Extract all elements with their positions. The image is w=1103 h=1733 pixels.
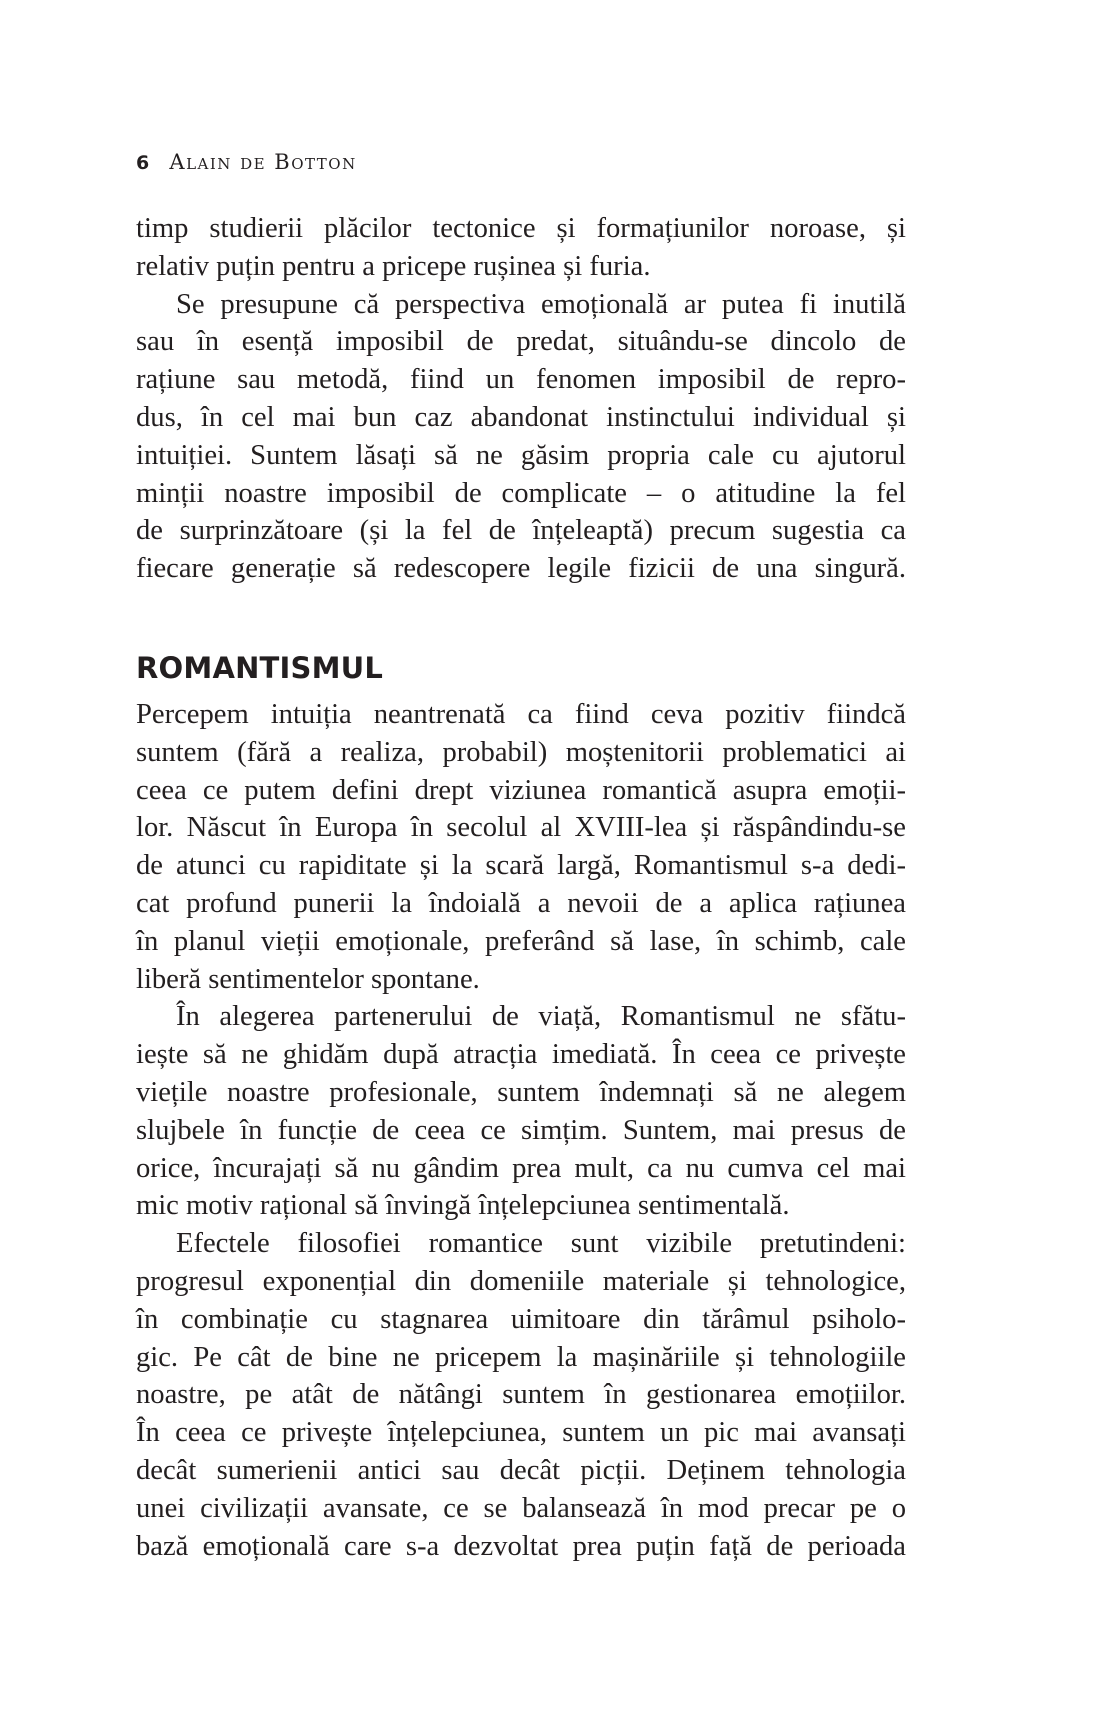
text-line: Se presupune că perspectiva emoțională ar putea fi inutilă — [176, 288, 906, 320]
text-line: În ceea ce privește înțelepciunea, suntem un pic mai avansați — [136, 1417, 906, 1449]
text-line: noastre, pe atât de nătângi suntem în gestionarea emoțiilor. — [136, 1379, 906, 1411]
text-line: Percepem intuiția neantrenată ca fiind ceva pozitiv fiindcă — [136, 699, 906, 730]
paragraph — [136, 998, 906, 1225]
text-line: În alegerea partenerului de viață, Romantismul ne sfătu- — [176, 1001, 906, 1033]
text-line: de surprinzătoare (și la fel de înțeleaptă) precum sugestia ca — [136, 515, 906, 547]
section-text — [136, 696, 906, 1565]
text-line: Efectele filosofiei romantice sunt vizibile pretutindeni: — [176, 1228, 906, 1260]
text-line: lor. Născut în Europa în secolul al XVIII-lea și răspândindu-se — [136, 812, 906, 844]
continuation-text — [136, 210, 906, 588]
text-line: fiecare generație să redescopere legile fizicii de una singură. — [136, 553, 906, 585]
section-heading: ROMANTISMUL — [136, 651, 384, 686]
text-line: rațiune sau metodă, fiind un fenomen imposibil de repro- — [136, 364, 906, 396]
text-line: slujbele în funcție de ceea ce simțim. Suntem, mai presus de — [136, 1114, 906, 1146]
text-line: progresul exponențial din domeniile materiale și tehnologice, — [136, 1265, 906, 1297]
page-number: 6 — [136, 152, 150, 174]
text-line: iește să ne ghidăm după atracția imediată. În ceea ce privește — [136, 1039, 906, 1071]
text-line: relativ puțin pentru a pricepe rușinea și furia. — [136, 250, 651, 282]
text-line: gic. Pe cât de bine ne pricepem la mașinăriile și tehnologiile — [136, 1341, 906, 1373]
paragraph — [136, 696, 906, 998]
text-line: decât sumerienii antici sau decât picții. Deținem tehnologia — [136, 1454, 906, 1486]
text-line: viețile noastre profesionale, suntem îndemnați să ne alegem — [136, 1076, 906, 1108]
text-line: dus, în cel mai bun caz abandonat instinctului individual și — [136, 401, 906, 433]
running-head-author: Alain de Botton — [169, 150, 357, 174]
text-line: bază emoțională care s-a dezvoltat prea puțin față de perioada — [136, 1530, 906, 1562]
running-head — [136, 152, 357, 173]
text-line: timp studierii plăcilor tectonice și formațiunilor noroase, și — [136, 213, 906, 244]
text-line: minții noastre imposibil de complicate – o atitudine la fel — [136, 477, 906, 509]
text-line: cat profund punerii la îndoială a nevoii de a aplica rațiunea — [136, 887, 906, 919]
paragraph — [136, 1225, 906, 1565]
text-line: liberă sentimentelor spontane. — [136, 963, 480, 995]
text-line: mic motiv rațional să învingă înțelepciunea sentimentală. — [136, 1190, 790, 1222]
text-line: în planul vieții emoționale, preferând să lase, în schimb, cale — [136, 925, 906, 957]
text-line: unei civilizații avansate, ce se balansează în mod precar pe o — [136, 1492, 906, 1524]
paragraph — [136, 210, 906, 286]
text-line: de atunci cu rapiditate și la scară largă, Romantismul s-a dedi- — [136, 850, 906, 882]
text-line: sau în esență imposibil de predat, situându-se dincolo de — [136, 326, 906, 358]
text-line: în combinație cu stagnarea uimitoare din tărâmul psiholo- — [136, 1303, 906, 1335]
text-line: orice, încurajați să nu gândim prea mult, ca nu cumva cel mai — [136, 1152, 906, 1184]
paragraph — [136, 286, 906, 588]
text-line: intuiției. Suntem lăsați să ne găsim propria cale cu ajutorul — [136, 439, 906, 471]
text-line: suntem (fără a realiza, probabil) moștenitorii problematici ai — [136, 736, 906, 768]
text-line: ceea ce putem defini drept viziunea romantică asupra emoții- — [136, 774, 906, 806]
